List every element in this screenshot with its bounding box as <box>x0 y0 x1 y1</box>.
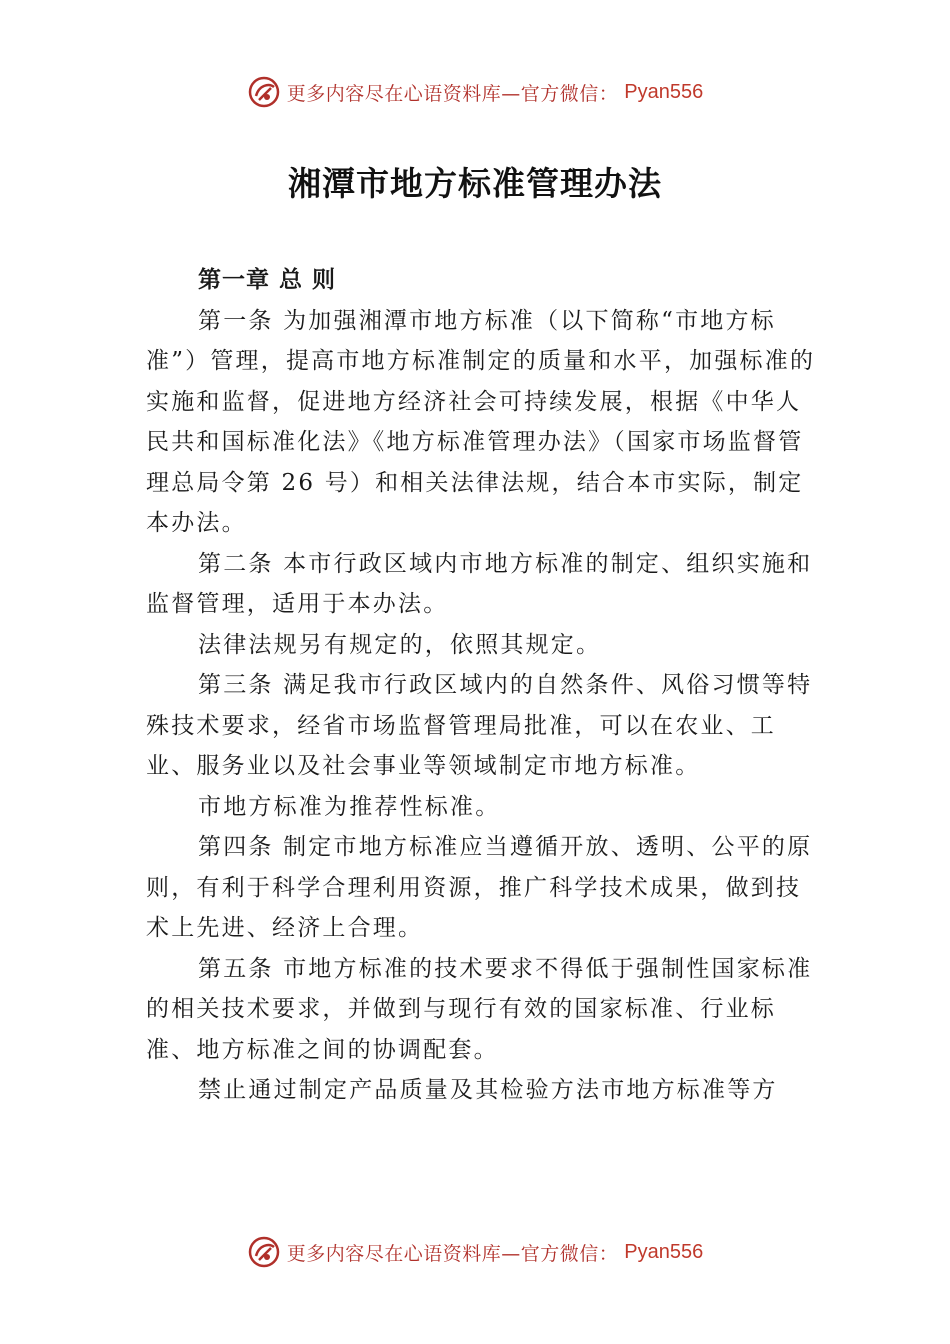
paragraph: 第三条 满足我市行政区域内的自然条件、风俗习惯等特殊技术要求，经省市场监督管理局批准，可以在农业、工业、服务业以及社会事业等领域制定市地方标准。 <box>146 672 813 779</box>
paragraph: 第二条 本市行政区域内市地方标准的制定、组织实施和监督管理，适用于本办法。 <box>146 550 813 617</box>
paragraph: 法律法规另有规定的，依照其规定。 <box>198 631 602 658</box>
brand-logo-icon <box>247 75 281 109</box>
wechat-id: Pyan556 <box>624 1240 704 1263</box>
wechat-id: Pyan556 <box>624 80 704 103</box>
paragraph: 禁止通过制定产品质量及其检验方法市地方标准等方 <box>198 1077 778 1103</box>
watermark-banner-top <box>0 72 950 112</box>
document-title: 湘潭市地方标准管理办法 <box>288 164 662 203</box>
paragraph: 第四条 制定市地方标准应当遵循开放、透明、公平的原则，有利于科学合理利用资源，推广科学技术成果，做到技术上先进、经济上合理。 <box>146 834 813 941</box>
watermark-banner-bottom <box>0 1232 950 1272</box>
chapter-heading: 第一章 总 则 <box>198 267 337 293</box>
watermark-text: 更多内容尽在心语资料库—官方微信： <box>286 1242 619 1265</box>
brand-logo-icon <box>247 1235 281 1269</box>
watermark-text: 更多内容尽在心语资料库—官方微信： <box>286 82 619 105</box>
paragraph: 第一条 为加强湘潭市地方标准（以下简称“市地方标准”）管理，提高市地方标准制定的质量和水平，加强标准的实施和监督，促进地方经济社会可持续发展，根据《中华人民共和国标准化法》《地方标准管理办法》（国家市场监督管理总局令第 26 号）和相关法律法规，结合本市实际，制定本办法。 <box>146 307 816 536</box>
document-body <box>146 260 816 1111</box>
paragraph: 市地方标准为推荐性标准。 <box>198 793 501 820</box>
paragraph: 第五条 市地方标准的技术要求不得低于强制性国家标准的相关技术要求，并做到与现行有效的国家标准、行业标准、地方标准之间的协调配套。 <box>146 955 813 1063</box>
